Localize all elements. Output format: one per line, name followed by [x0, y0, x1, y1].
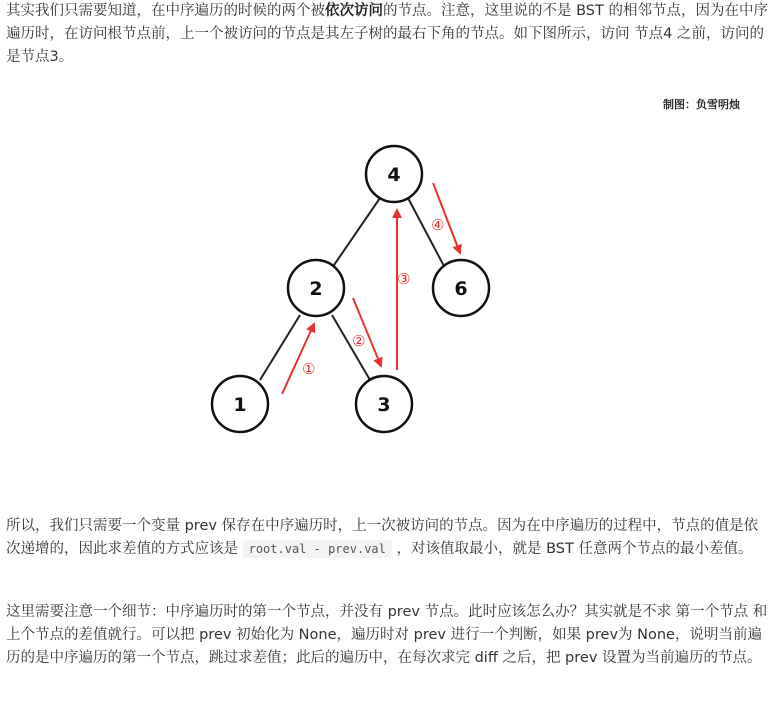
node-label-3: 3	[377, 394, 391, 416]
prev-text-1: 所以，我们只需要一个变量 prev 保存在中序遍历时，上一次被访问的节点。因为在中序遍历的过程中，节点的值是依次递增的，因此求差值的方式应该是	[6, 518, 759, 557]
node-label-6: 6	[454, 278, 468, 300]
intro-text-2: 的节点。注意，这里说的不是 BST 的相邻节点，因为在中序遍历时，在访问根节点前，上一个被访问的节点是其左子树的最右下角的节点。如下图所示，访问 节点4 之前，访问的是节点3。	[6, 3, 768, 65]
tree-node-1	[212, 376, 268, 432]
edge-2-1	[260, 315, 300, 380]
node-label-1: 1	[233, 394, 247, 416]
bst-diagram	[0, 130, 776, 450]
step-label-3: ③	[397, 270, 411, 288]
tree-node-3	[356, 376, 412, 432]
tree-node-4	[366, 146, 422, 202]
step-label-4: ④	[431, 216, 445, 234]
step-label-1: ①	[302, 360, 316, 378]
diagram-credit: 制图：负雪明烛	[663, 98, 740, 111]
prev-explanation-paragraph	[6, 515, 768, 561]
step-label-2: ②	[352, 332, 366, 350]
prev-text-2: ，对该值取最小，就是 BST 任意两个节点的最小差值。	[391, 541, 753, 557]
tree-node-6	[433, 260, 489, 316]
intro-text-1: 其实我们只需要知道，在中序遍历的时候的两个被	[6, 3, 325, 19]
node-label-4: 4	[387, 164, 401, 186]
node-label-2: 2	[309, 278, 323, 300]
edge-4-2	[332, 198, 380, 268]
intro-bold-text: 依次访问	[325, 3, 383, 19]
arrow-step-1	[282, 324, 314, 394]
intro-paragraph	[6, 0, 768, 69]
code-snippet: root.val - prev.val	[243, 540, 392, 558]
tree-node-2	[288, 260, 344, 316]
detail-paragraph: 这里需要注意一个细节：中序遍历时的第一个节点，并没有 prev 节点。此时应该怎么办？其实就是不求 第一个节点 和 上个节点的差值就行。可以把 prev 初始化为 None，遍历时对 prev 进行一个判断，如果 prev为 None，说明当前遍历的是中序遍历的第一个节点，跳过求差值；此后的遍历中，在每次求完 diff 之后，把 prev 设置为当前遍历的节点。	[6, 604, 768, 666]
